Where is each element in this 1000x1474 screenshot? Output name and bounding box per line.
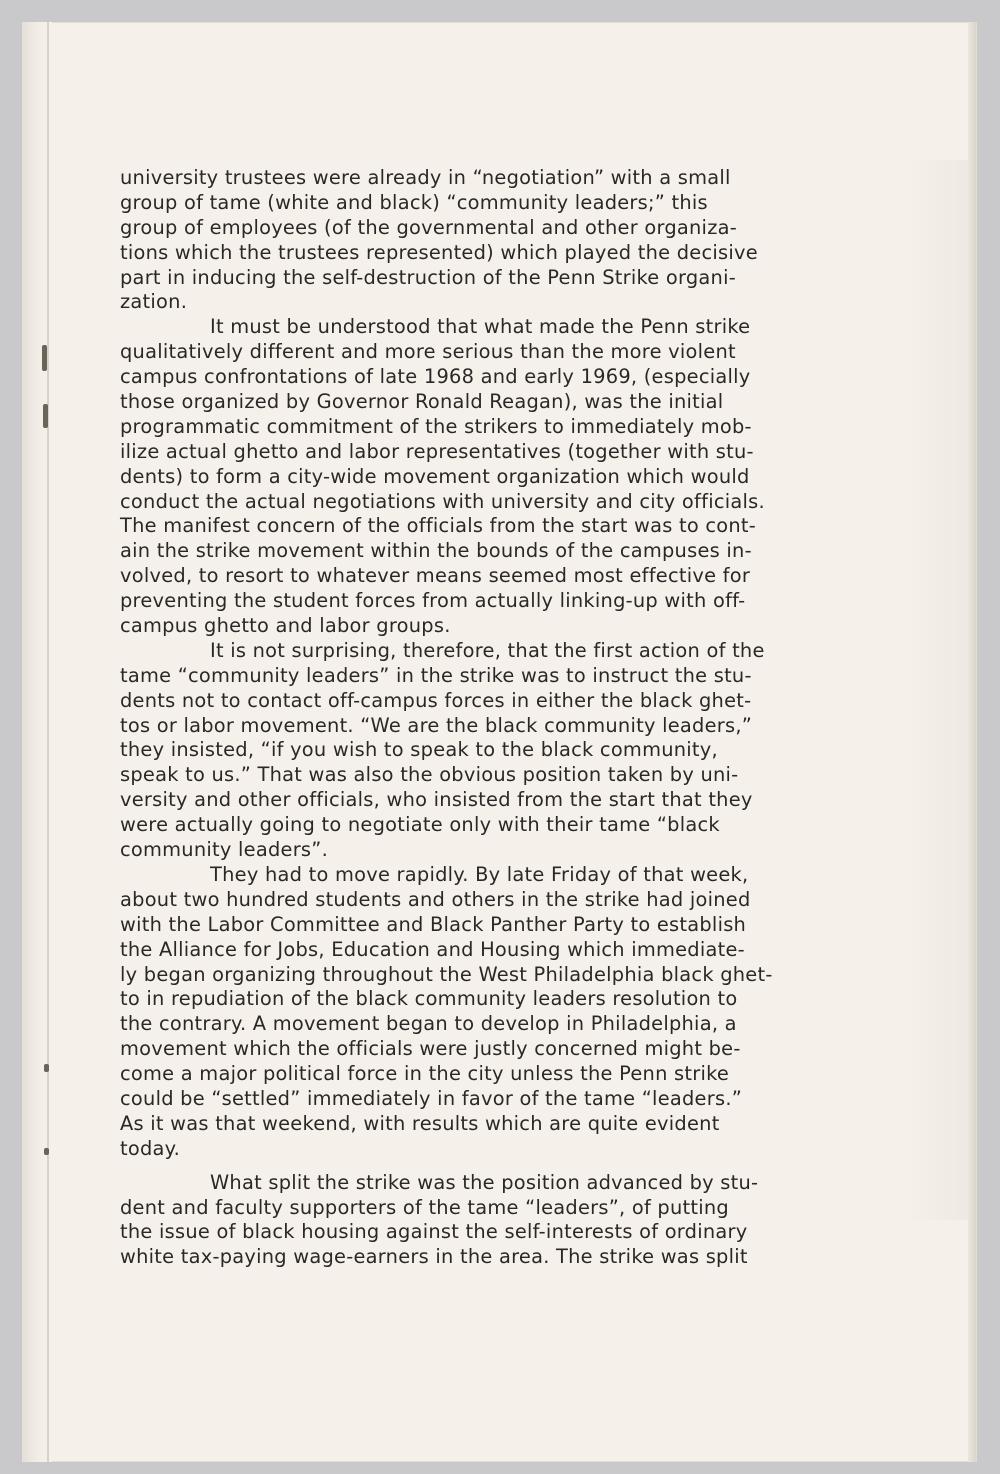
text-line: zation. — [120, 290, 188, 314]
text-line: ilize actual ghetto and labor representatives (together with stu- — [120, 439, 754, 463]
text-line: university trustees were already in “negotiation” with a small — [120, 166, 731, 189]
text-line: volved, to resort to whatever means seemed most effective for — [120, 564, 751, 588]
text-line: campus confrontations of late 1968 and early 1969, (especially — [120, 365, 751, 389]
text-line: tos or labor movement. “We are the black community leaders,” — [120, 713, 753, 737]
text-line: they insisted, “if you wish to speak to the black community, — [120, 738, 718, 762]
text-line: speak to us.” That was also the obvious position taken by uni- — [120, 763, 739, 787]
text-line: dents not to contact off-campus forces in either the black ghet- — [120, 688, 752, 712]
text-line: the contrary. A movement began to develop in Philadelphia, a — [120, 1012, 737, 1036]
text-line: qualitatively different and more serious than the more violent — [120, 340, 736, 364]
staple-mark-upper — [43, 404, 48, 428]
text-line: about two hundred students and others in the strike had joined — [120, 887, 751, 911]
paragraph-start-line: What split the strike was the position advanced by stu- — [210, 1170, 759, 1194]
text-line: As it was that weekend, with results which are quite evident — [120, 1111, 720, 1135]
text-line: group of tame (white and black) “community leaders;” this — [120, 190, 708, 214]
paragraph-start-line: It is not surprising, therefore, that the first action of the — [210, 638, 765, 662]
text-line: ly began organizing throughout the West Philadelphia black ghet- — [120, 962, 773, 986]
text-line: dent and faculty supporters of the tame “leaders”, of putting — [120, 1195, 729, 1219]
text-line: those organized by Governor Ronald Reagan), was the initial — [120, 390, 724, 414]
text-line: the Alliance for Jobs, Education and Housing which immediate- — [120, 937, 745, 961]
text-line: tions which the trustees represented) which played the decisive — [120, 240, 758, 264]
staple-mark-lower — [44, 1064, 49, 1072]
text-line: The manifest concern of the officials from the start was to cont- — [120, 514, 757, 538]
text-line: ain the strike movement within the bounds of the campuses in- — [120, 539, 752, 563]
text-line: white tax-paying wage-earners in the area. The strike was split — [120, 1245, 748, 1269]
show-through-shadow — [905, 160, 968, 1220]
body-text — [120, 166, 840, 1270]
text-line: to in repudiation of the black community leaders resolution to — [120, 987, 738, 1011]
text-line: could be “settled” immediately in favor of the tame “leaders.” — [120, 1086, 743, 1110]
text-line: dents) to form a city-wide movement organization which would — [120, 464, 750, 488]
text-line: were actually going to negotiate only with their tame “black — [120, 813, 720, 837]
paragraph-start-line: They had to move rapidly. By late Friday of that week, — [210, 862, 749, 886]
text-line: tame “community leaders” in the strike was to instruct the stu- — [120, 663, 752, 687]
text-line: with the Labor Committee and Black Panther Party to establish — [120, 912, 747, 936]
text-line: the issue of black housing against the self-interests of ordinary — [120, 1220, 748, 1244]
staple-mark-top — [42, 345, 47, 371]
text-line: versity and other officials, who insisted from the start that they — [120, 788, 753, 812]
text-line: come a major political force in the city unless the Penn strike — [120, 1062, 730, 1086]
text-line: movement which the officials were justly concerned might be- — [120, 1037, 741, 1061]
page-right-edge — [968, 22, 976, 1462]
text-line: part in inducing the self-destruction of the Penn Strike organi- — [120, 265, 736, 289]
text-line: conduct the actual negotiations with university and city officials. — [120, 489, 765, 513]
paragraph-start-line: It must be understood that what made the Penn strike — [210, 315, 751, 339]
text-line: programmatic commitment of the strikers to immediately mob- — [120, 414, 752, 438]
text-line: group of employees (of the governmental and other organiza- — [120, 215, 737, 239]
text-line: today. — [120, 1136, 181, 1160]
text-line: preventing the student forces from actually linking-up with off- — [120, 589, 746, 613]
staple-mark-bottom — [44, 1148, 49, 1155]
text-line: campus ghetto and labor groups. — [120, 614, 451, 638]
binding-fold-line — [47, 22, 49, 1462]
text-line: community leaders”. — [120, 838, 328, 862]
